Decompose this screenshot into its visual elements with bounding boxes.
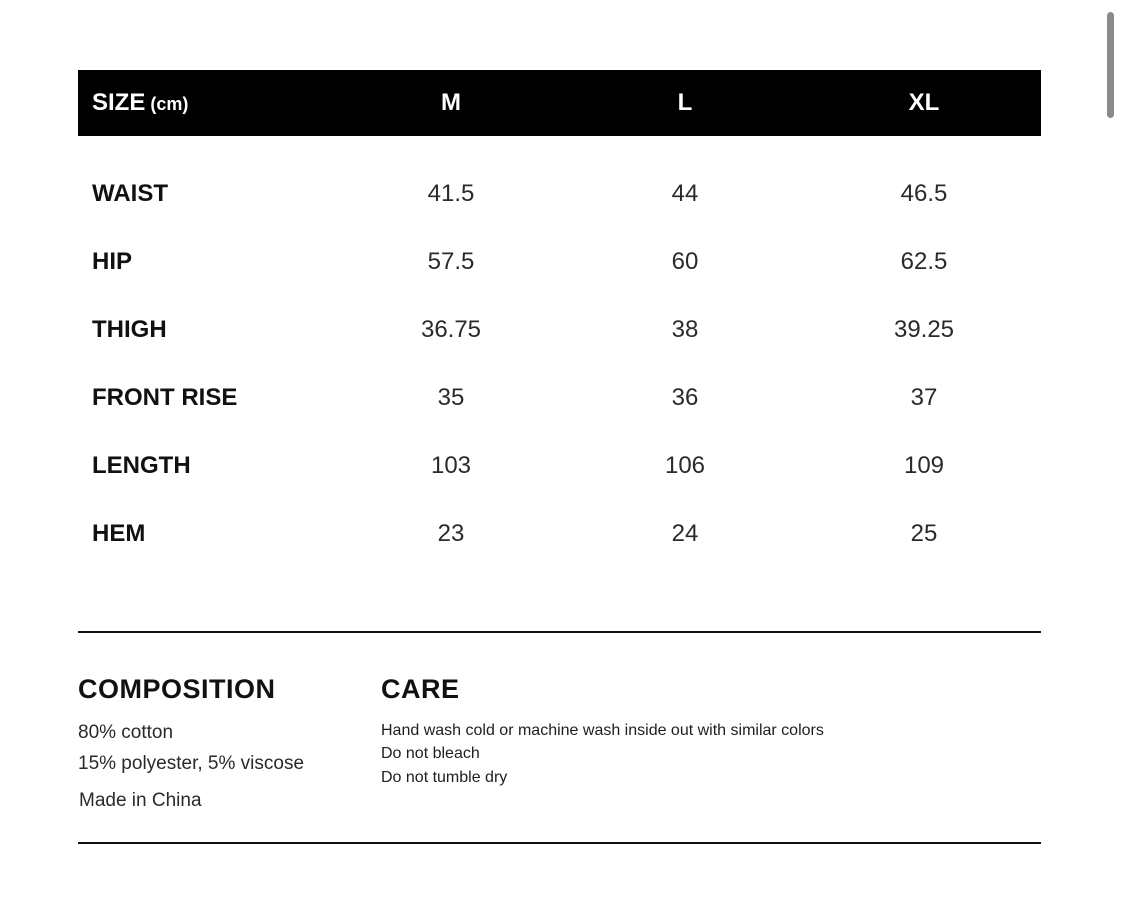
row-label: HIP	[92, 248, 133, 275]
table-row-thigh	[78, 296, 1041, 364]
table-row-hip	[78, 228, 1041, 296]
row-label: WAIST	[92, 180, 168, 207]
cell-m: 57.5	[427, 248, 475, 275]
section-divider-bottom	[78, 842, 1041, 844]
table-row-hem	[78, 500, 1041, 568]
composition-line: 80% cotton	[78, 722, 174, 743]
cell-m: 36.75	[420, 316, 482, 343]
origin-text: Made in China	[79, 790, 202, 811]
composition-title: COMPOSITION	[78, 674, 276, 704]
care-instruction: Do not tumble dry	[381, 769, 508, 786]
cell-xl: 37	[910, 384, 938, 411]
cell-m: 35	[437, 384, 465, 411]
care-title: CARE	[381, 674, 460, 704]
table-row-front-rise	[78, 364, 1041, 432]
cell-m: 103	[430, 452, 472, 479]
row-label: HEM	[92, 520, 146, 547]
table-row-waist	[78, 160, 1041, 228]
row-label: FRONT RISE	[92, 384, 238, 411]
column-header-xl: XL	[908, 89, 940, 116]
cell-l: 38	[671, 316, 699, 343]
care-instruction: Hand wash cold or machine wash inside out with similar colors	[381, 722, 824, 739]
cell-xl: 62.5	[900, 248, 948, 275]
section-divider-top	[78, 631, 1041, 633]
size-header-label: SIZE	[92, 89, 146, 116]
composition-line: 15% polyester, 5% viscose	[78, 753, 305, 774]
cell-l: 44	[671, 180, 699, 207]
cell-xl: 109	[903, 452, 945, 479]
cell-xl: 46.5	[900, 180, 948, 207]
unit-label: (cm)	[150, 94, 189, 114]
column-header-m: M	[441, 89, 461, 116]
cell-xl: 39.25	[893, 316, 955, 343]
size-table-body	[78, 160, 1041, 568]
vertical-scrollbar[interactable]	[1107, 12, 1114, 118]
cell-l: 60	[671, 248, 699, 275]
cell-m: 41.5	[427, 180, 475, 207]
cell-l: 24	[671, 520, 699, 547]
column-header-l: L	[677, 89, 693, 116]
table-row-length	[78, 432, 1041, 500]
row-label: LENGTH	[92, 452, 191, 479]
cell-m: 23	[437, 520, 465, 547]
cell-l: 106	[664, 452, 706, 479]
row-label: THIGH	[92, 316, 167, 343]
care-instruction: Do not bleach	[381, 745, 480, 762]
size-header-cell	[92, 70, 188, 136]
cell-xl: 25	[910, 520, 938, 547]
cell-l: 36	[671, 384, 699, 411]
size-table-header	[78, 70, 1041, 136]
